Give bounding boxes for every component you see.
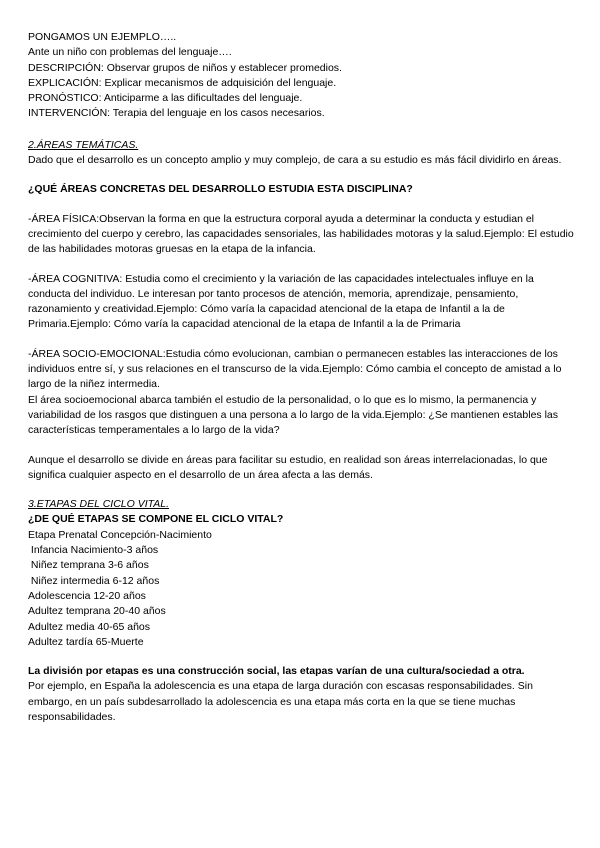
example-intro: Ante un niño con problemas del lenguaje…. (28, 46, 232, 59)
stages-final-paragraph: Por ejemplo, en España la adolescencia es una etapa de larga duración con escasas responsabilidades. Sin embargo, en un país subdesarrollado la adolescencia es una etapa más corta en la que se tiene muchas responsabilidades. (28, 680, 533, 723)
section-etapas-ciclo-vital (28, 497, 574, 725)
area-fisica-paragraph: -ÁREA FÍSICA:Observan la forma en que la estructura corporal ayuda a determinar la conducta y estudian el crecimiento del cuerpo y cerebro, las capacidades sensoriales, las habilidades motoras y la salud.Ejemplo: El estudio de las habilidades motoras gruesas en la etapa de la infancia. (28, 212, 574, 256)
example-item-explicacion: EXPLICACIÓN: Explicar mecanismos de adquisición del lenguaje. (28, 76, 337, 89)
area-cognitiva-paragraph: -ÁREA COGNITIVA: Estudia como el crecimiento y la variación de las capacidades intelectuales influye en la conducta del individuo. Le interesan por tanto procesos de atención, memoria, aprendizaje, pensamiento, razonamiento y creatividad.Ejemplo: Cómo varía la capacidad atencional de la etapa de Infantil a la de Primaria.Ejemplo: Cómo varía la capacidad atencional de la etapa de Infantil a la de Primaria (28, 272, 534, 331)
section3-question: ¿DE QUÉ ETAPAS SE COMPONE EL CICLO VITAL? (28, 513, 284, 526)
section-areas-tematicas (28, 138, 574, 483)
example-item-descripcion: DESCRIPCIÓN: Observar grupos de niños y establecer promedios. (28, 61, 342, 74)
stage-item: Adultez temprana 20-40 años (28, 605, 166, 618)
stages-bold-note: La división por etapas es una construcción social, las etapas varían de una cultura/sociedad a otra. (28, 665, 525, 678)
section2-intro: Dado que el desarrollo es un concepto amplio y muy complejo, de cara a su estudio es más fácil dividirlo en áreas. (28, 154, 562, 167)
stage-item: Infancia Nacimiento-3 años (28, 544, 159, 557)
area-socioemocional-extra: El área socioemocional abarca también el estudio de la personalidad, o lo que es lo mismo, la permanencia y variabilidad de los rasgos que distinguen a una persona a lo largo de la vida.Ejemplo: ¿Se mantienen estables las características temperamentales a lo largo de la vida? (28, 393, 558, 437)
example-block (28, 30, 574, 122)
document-page (28, 30, 574, 725)
stage-item: Niñez temprana 3-6 años (28, 559, 149, 572)
section2-heading: 2.ÁREAS TEMÁTICAS. (28, 138, 139, 151)
area-socioemocional-paragraph: -ÁREA SOCIO-EMOCIONAL:Estudia cómo evolucionan, cambian o permanecen estables las interacciones de los individuos entre sí, y sus relaciones en el transcurso de la vida.Ejemplo: Cómo cambia el concepto de amistad a lo largo de la niñez intermedia. (28, 347, 562, 391)
stage-item: Etapa Prenatal Concepción-Nacimiento (28, 528, 212, 541)
section3-heading: 3.ETAPAS DEL CICLO VITAL. (28, 498, 170, 511)
areas-conclusion: Aunque el desarrollo se divide en áreas para facilitar su estudio, en realidad son áreas interrelacionadas, lo que significa cualquier aspecto en el desarrollo de un área afecta a las demás. (28, 453, 548, 481)
stage-item: Adultez media 40-65 años (28, 620, 150, 633)
stage-item: Adolescencia 12-20 años (28, 589, 146, 602)
stage-item: Niñez intermedia 6-12 años (28, 574, 160, 587)
stage-item: Adultez tardía 65-Muerte (28, 635, 144, 648)
section2-question: ¿QUÉ ÁREAS CONCRETAS DEL DESARROLLO ESTUDIA ESTA DISCIPLINA? (28, 183, 413, 196)
example-item-pronostico: PRONÓSTICO: Anticiparme a las dificultades del lenguaje. (28, 92, 303, 105)
example-item-intervencion: INTERVENCIÓN: Terapia del lenguaje en los casos necesarios. (28, 107, 325, 120)
example-title: PONGAMOS UN EJEMPLO….. (28, 31, 177, 43)
